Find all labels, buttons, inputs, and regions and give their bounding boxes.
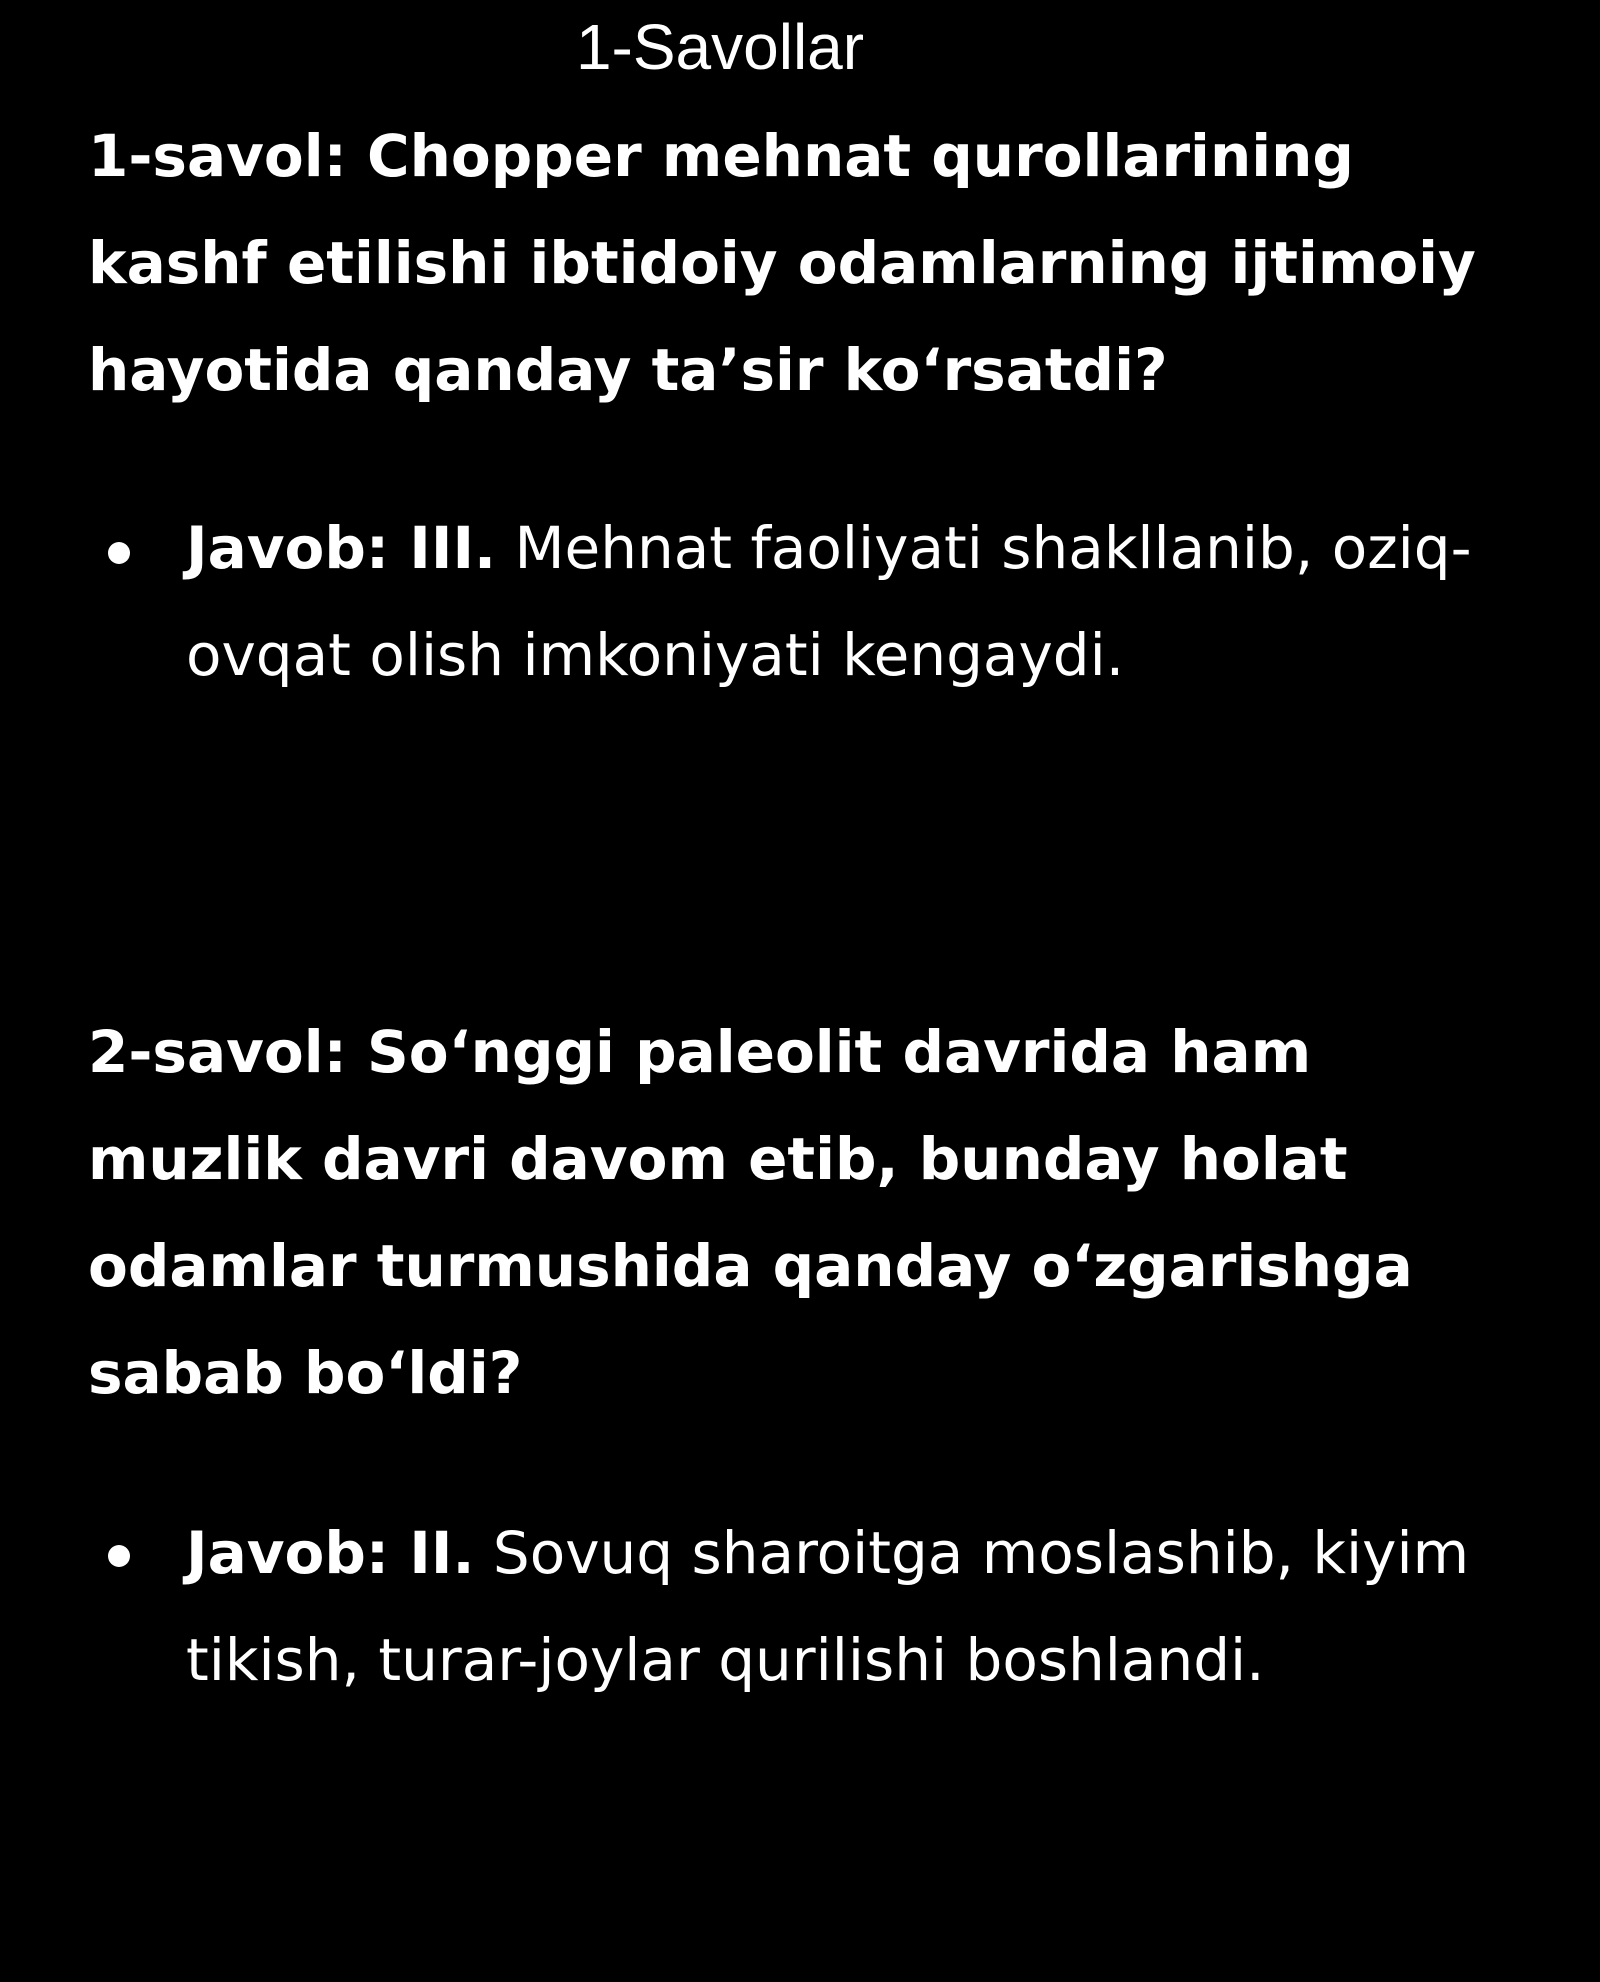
answer-2-bullet — [108, 1545, 130, 1567]
answer-1-bullet — [108, 542, 130, 564]
answer-2-text: Sovuq sharoitga moslashib, kiyim tikish, turar-joylar qurilishi boshlandi. — [186, 1519, 1470, 1694]
question-1: 1-savol: Chopper mehnat qurollarining kashf etilishi ibtidoiy odamlarning ijtimoiy hayotida qanday ta’sir ko‘rsatdi? — [88, 122, 1476, 404]
answer-2-label: Javob: II. — [186, 1519, 475, 1587]
answer-1-text: Mehnat faoliyati shakllanib, oziq-ovqat olish imkoniyati kengaydi. — [186, 514, 1472, 689]
answer-1-label: Javob: III. — [186, 514, 497, 582]
question-2: 2-savol: So‘nggi paleolit davrida ham muzlik davri davom etib, bunday holat odamlar turmushida qanday o‘zgarishga sabab bo‘ldi? — [88, 1018, 1413, 1407]
answer-1 — [186, 495, 1496, 709]
page-title: 1-Savollar — [575, 11, 865, 83]
answer-2 — [186, 1500, 1496, 1714]
